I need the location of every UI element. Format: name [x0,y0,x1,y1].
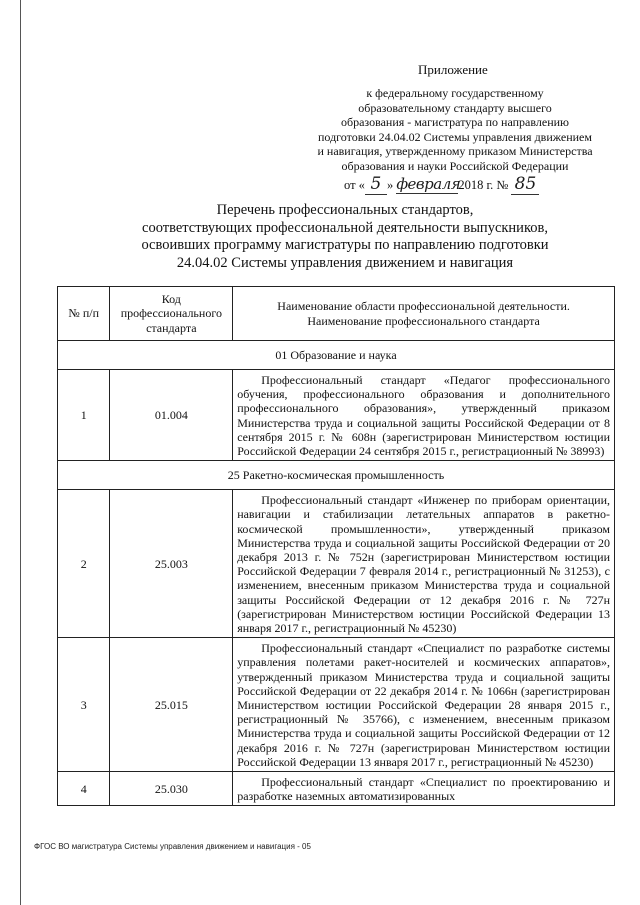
heading-line: 24.04.02 Системы управления движением и навигация [176,254,514,271]
heading-line: Перечень профессиональных стандартов, [216,202,474,218]
section-title: 25 Ракетно-космическая промышленность [58,461,615,490]
row-text-cell [233,638,615,772]
row-text-cell [233,772,615,806]
row-num: 3 [58,638,110,772]
row-text-cell [233,490,615,638]
page-edge-line [20,0,21,905]
row-code: 01.004 [110,370,233,461]
table-row [58,490,615,638]
appendix-description [300,86,610,173]
row-text: Профессиональный стандарт «Специалист по разработке системы управления полетами ракет-носителей и космических аппаратов», утвержденный приказом Министерства труда и социальной защиты Российской Федерации от 22 декабря 2014 г. № 1066н (зарегистрирован Министерством юстиции Российской Федерации 28 января 2015 г., регистрационный № 35766), с изменением, внесенным приказом Министерства труда и социальной защиты Российской Федерации от 12 декабря 2016 г. № 727н (зарегистрирован Министерством юстиции Российской Федерации 13 января 2017 г., регистрационный № 45230) [237,641,610,769]
header-code: Код профессионального стандарта [110,287,233,341]
table-section-row [58,461,615,490]
row-num: 4 [58,772,110,806]
appendix-line: подготовки 24.04.02 Системы управления движением [318,129,592,144]
table-header-row [58,287,615,341]
heading-line: освоивших программу магистратуры по направлению подготовки [141,237,549,253]
row-code: 25.030 [110,772,233,806]
header-name-line: Наименование профессионального стандарта [307,313,540,328]
date-close: » [386,178,394,192]
row-code: 25.015 [110,638,233,772]
table-section-row [58,341,615,370]
year-text: 2018 г. № [458,178,509,192]
handwritten-order-number: 85 [511,174,539,195]
row-code: 25.003 [110,490,233,638]
table-row [58,638,615,772]
row-num: 1 [58,370,110,461]
table-row [58,772,615,806]
row-text: Профессиональный стандарт «Специалист по проектированию и разработке наземных автоматизированных [237,775,610,804]
heading-line: соответствующих профессиональной деятельности выпускников, [142,219,548,236]
row-text-cell [233,370,615,461]
date-prefix: от « [344,178,365,192]
header-num: № п/п [58,287,110,341]
row-text: Профессиональный стандарт «Педагог профессионального обучения, профессионального образования и дополнительного профессионального образования», утвержденный приказом Министерства труда и социальной защиты Российской Федерации от 8 сентября 2015 г. № 608н (зарегистрирован Министерством юстиции Российской Федерации 24 сентября 2015 г., регистрационный № 38993) [237,373,610,459]
handwritten-day: 5 [365,174,387,195]
appendix-line: к федеральному государственному [366,86,544,100]
appendix-title: Приложение [418,62,488,77]
document-heading [60,202,630,272]
order-date-line [344,174,539,195]
row-num: 2 [58,490,110,638]
appendix-line: образования - магистратура по направлению [340,115,569,129]
table-row [58,370,615,461]
row-text: Профессиональный стандарт «Инженер по приборам ориентации, навигации и стабилизации летательных аппаратов в ракетно-космической промышленности», утвержденный приказом Министерства труда и социальной защиты Российской Федерации от 20 декабря 2013 г. № 752н (зарегистрирован Министерством юстиции Российской Федерации 7 февраля 2014 г., регистрационный № 31253), с изменением, внесенным приказом Министерства труда и социальной защиты Российской Федерации от 12 декабря 2016 г. № 727н (зарегистрирован Министерством юстиции Российской Федерации 13 января 2017 г., регистрационный № 45230) [237,493,610,636]
page-footer: ФГОС ВО магистратура Системы управления движением и навигация - 05 [34,842,311,851]
appendix-line: и навигация, утвержденному приказом Министерства [317,144,593,158]
appendix-line: образования и науки Российской Федерации [341,158,569,173]
handwritten-month: февраля [396,175,461,193]
appendix-line: образовательному стандарту высшего [358,100,552,115]
standards-table [57,286,615,806]
header-name [233,287,615,341]
section-title: 01 Образование и наука [58,341,615,370]
header-name-line: Наименование области профессиональной деятельности. [277,299,570,314]
